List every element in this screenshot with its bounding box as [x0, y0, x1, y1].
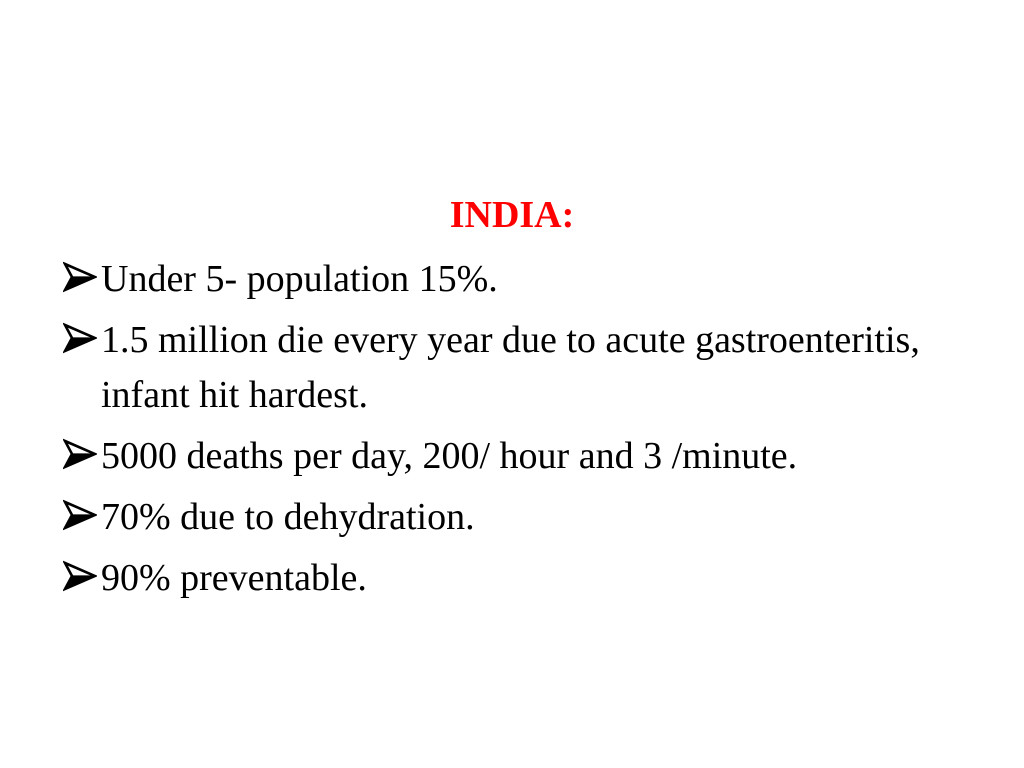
bullet-list: [63, 252, 983, 612]
arrowhead-bullet-icon: [63, 321, 97, 355]
bullet-item: [63, 252, 983, 307]
arrowhead-bullet-icon: [63, 498, 97, 532]
bullet-text: Under 5- population 15%.: [101, 258, 498, 300]
bullet-item: [63, 551, 983, 606]
bullet-text: 5000 deaths per day, 200/ hour and 3 /minute.: [101, 435, 798, 477]
bullet-text: 90% preventable.: [101, 557, 367, 599]
slide-heading: INDIA:: [449, 194, 575, 236]
arrowhead-bullet-icon: [63, 559, 97, 593]
arrowhead-bullet-icon: [63, 437, 97, 471]
bullet-item: [63, 490, 983, 545]
bullet-text: 70% due to dehydration.: [101, 496, 475, 538]
arrowhead-bullet-icon: [63, 260, 97, 294]
bullet-text: 1.5 million die every year due to acute gastroenteritis, infant hit hardest.: [101, 319, 920, 416]
bullet-item: [63, 313, 983, 423]
bullet-item: [63, 429, 983, 484]
